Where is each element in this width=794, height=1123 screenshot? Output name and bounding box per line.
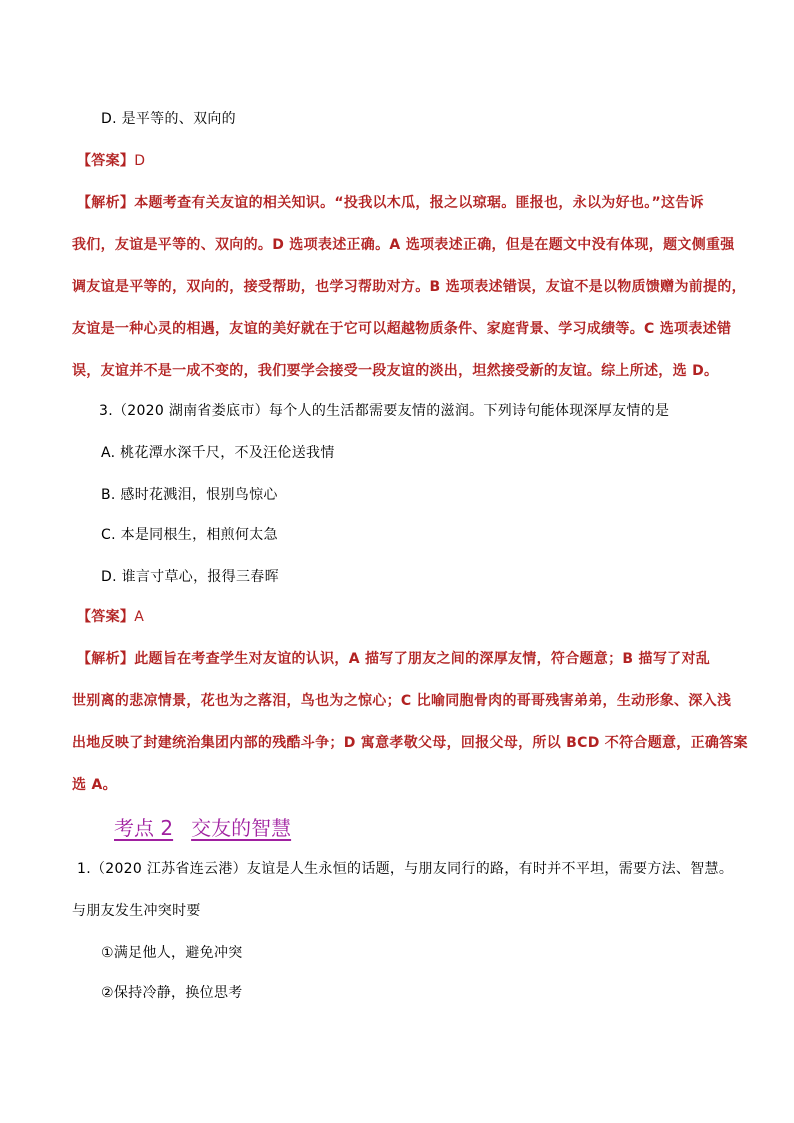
answer-label: 【答案】 (77, 609, 135, 625)
q3-option-d: D. 谁言寸草心，报得三春晖 (101, 569, 279, 585)
q2-analysis-line: 【解析】本题考查有关友谊的相关知识。“投我以木瓜，报之以琼琚。匪报也，永以为好也。”这告诉 (77, 195, 704, 211)
s2q1-item: ②保持冷静，换位思考 (101, 985, 243, 1001)
q3-option-b: B. 感时花溅泪，恨别鸟惊心 (101, 487, 278, 503)
s2q1-item: ①满足他人，避免冲突 (101, 945, 243, 961)
q3-option-c: C. 本是同根生，相煎何太急 (101, 527, 278, 543)
q3-option-a: A. 桃花潭水深千尺，不及汪伦送我情 (101, 445, 335, 461)
q2-analysis-line: 我们，友谊是平等的、双向的。D 选项表述正确。A 选项表述正确，但是在题文中没有体现，题文侧重强 (72, 237, 735, 253)
section-title: 交友的智慧 (191, 816, 292, 840)
s2q1-stem-line: 1.（2020 江苏省连云港）友谊是人生永恒的话题，与朋友同行的路，有时并不平坦，需要方法、智慧。 (77, 861, 734, 877)
q2-analysis-line: 友谊是一种心灵的相遇，友谊的美好就在于它可以超越物质条件、家庭背景、学习成绩等。C 选项表述错 (72, 321, 732, 337)
analysis-label: 【解析】 (77, 651, 135, 667)
q3-analysis-line: 世别离的悲凉情景，花也为之落泪，鸟也为之惊心；C 比喻同胞骨肉的哥哥残害弟弟，生动形象、深入浅 (72, 693, 732, 709)
answer-value: A (134, 609, 145, 625)
section-number: 考点 2 (114, 816, 174, 840)
answer-label: 【答案】 (77, 153, 135, 169)
q2-analysis-line: 调友谊是平等的，双向的，接受帮助，也学习帮助对方。B 选项表述错误，友谊不是以物质馈赠为前提的， (72, 279, 746, 295)
q3-answer (77, 606, 144, 626)
q2-analysis-line: 误，友谊并不是一成不变的，我们要学会接受一段友谊的淡出，坦然接受新的友谊。综上所述，选 D。 (72, 363, 719, 379)
q3-analysis-line: 选 A。 (72, 777, 117, 793)
q2-option-d: D. 是平等的、双向的 (101, 111, 236, 127)
answer-value: D (134, 153, 146, 169)
section-heading (114, 812, 309, 841)
s2q1-stem-line: 与朋友发生冲突时要 (72, 903, 201, 919)
q3-stem: 3.（2020 湖南省娄底市）每个人的生活都需要友情的滋润。下列诗句能体现深厚友情的是 (99, 403, 670, 419)
analysis-label: 【解析】 (77, 195, 135, 211)
q3-analysis-line: 出地反映了封建统治集团内部的残酷斗争；D 寓意孝敬父母，回报父母，所以 BCD 不符合题意，正确答案 (72, 735, 748, 751)
q2-answer (77, 150, 145, 170)
q3-analysis-line: 【解析】此题旨在考查学生对友谊的认识，A 描写了朋友之间的深厚友情，符合题意；B 描写了对乱 (77, 651, 711, 667)
